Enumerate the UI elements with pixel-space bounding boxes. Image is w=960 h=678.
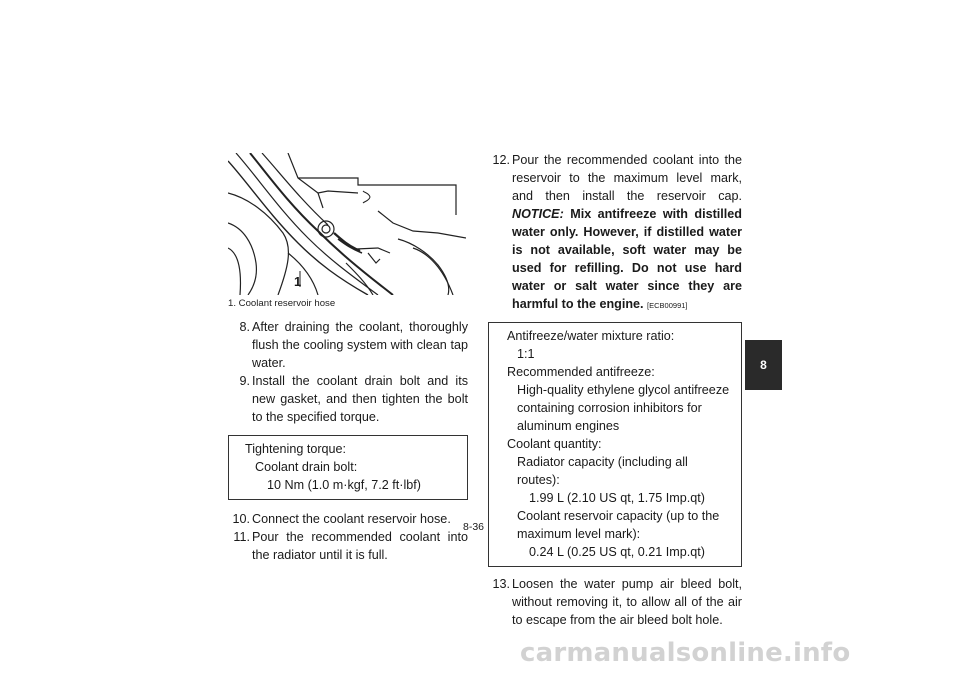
chapter-tab: 8 xyxy=(745,340,782,390)
step-number: 13. xyxy=(492,577,510,591)
step-text: Install the coolant drain bolt and its new gasket, and then tighten the bolt to the specified torque. xyxy=(252,374,468,424)
notice-reference-code: [ECB00991] xyxy=(647,301,688,310)
reservoir-capacity-label: Coolant reservoir capacity (up to the maximum level mark): xyxy=(517,509,720,541)
notice-label: NOTICE: xyxy=(512,207,564,221)
step-10 xyxy=(228,510,468,528)
mixture-label: Antifreeze/water mixture ratio: xyxy=(507,329,675,343)
torque-title: Tightening torque: xyxy=(245,442,347,456)
step-12 xyxy=(488,151,742,315)
coolant-spec-box xyxy=(488,322,742,567)
torque-value: 10 Nm (1.0 m·kgf, 7.2 ft·lbf) xyxy=(267,478,421,492)
antifreeze-value: High-quality ethylene glycol antifreeze containing corrosion inhibitors for aluminum engines xyxy=(517,383,730,433)
figure-callout-number: 1 xyxy=(294,274,302,289)
step-text: Loosen the water pump air bleed bolt, without removing it, to allow all of the air to escape from the air bleed bolt hole. xyxy=(512,577,742,627)
watermark: carmanualsonline.info xyxy=(520,638,851,668)
torque-spec-box xyxy=(228,435,468,500)
step-11 xyxy=(228,528,468,564)
coolant-hose-illustration xyxy=(228,153,466,295)
radiator-capacity-label: Radiator capacity (including all routes): xyxy=(517,455,688,487)
reservoir-capacity-value: 0.24 L (0.25 US qt, 0.21 Imp.qt) xyxy=(529,545,705,559)
figure-caption: 1. Coolant reservoir hose xyxy=(228,298,336,309)
step-text: Pour the recommended coolant into the radiator until it is full. xyxy=(252,530,468,562)
left-column xyxy=(228,318,468,564)
step-text: Connect the coolant reservoir hose. xyxy=(252,512,451,526)
step-8 xyxy=(228,318,468,372)
step-number: 11. xyxy=(233,530,250,544)
page-number: 8-36 xyxy=(463,521,485,533)
mixture-value: 1:1 xyxy=(517,347,535,361)
step-number: 12. xyxy=(492,153,510,167)
step-number: 10. xyxy=(232,512,250,526)
antifreeze-label: Recommended antifreeze: xyxy=(507,365,655,379)
step-13 xyxy=(488,575,742,629)
step-number: 9. xyxy=(239,374,250,388)
notice-text: Mix antifreeze with distilled water only. However, if distilled water is not available, soft water may be used for refilling. Do not use hard water or salt water since they are harmful to the engine. xyxy=(512,207,742,311)
right-column xyxy=(488,151,742,629)
quantity-label: Coolant quantity: xyxy=(507,437,602,451)
step-text: Pour the recommended coolant into the reservoir to the maximum level mark, and then install the reservoir cap. xyxy=(512,153,742,203)
torque-item: Coolant drain bolt: xyxy=(255,460,358,474)
step-9 xyxy=(228,372,468,426)
step-number: 8. xyxy=(239,320,250,334)
radiator-capacity-value: 1.99 L (2.10 US qt, 1.75 Imp.qt) xyxy=(529,491,705,505)
step-text: After draining the coolant, thoroughly flush the cooling system with clean tap water. xyxy=(252,320,468,370)
